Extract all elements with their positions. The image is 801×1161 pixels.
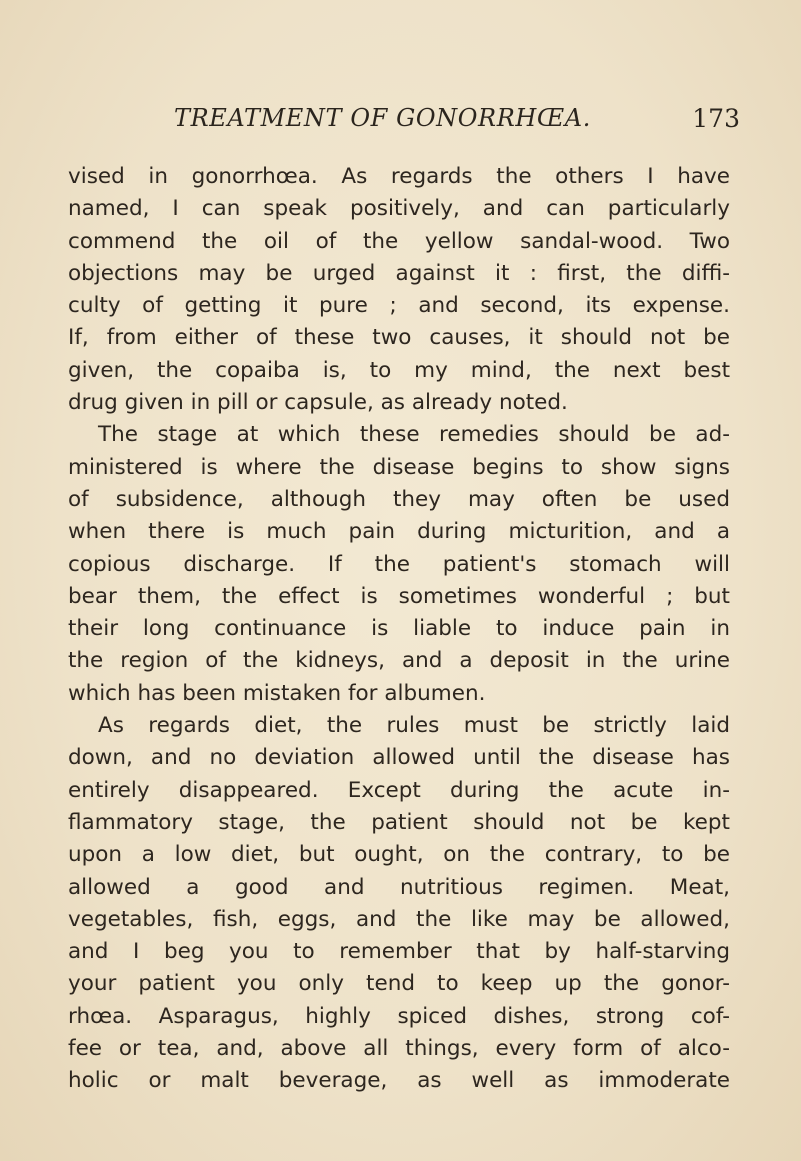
text-line: of subsidence, although they may often be used [68, 486, 730, 512]
text-line: the region of the kidneys, and a deposit in the urine [68, 648, 730, 674]
text-line: objections may be urged against it : first, the diffi- [68, 260, 730, 286]
text-line: If, from either of these two causes, it should not be [68, 325, 730, 351]
text-line: given, the copaiba is, to my mind, the next best [68, 357, 730, 383]
text-line: drug given in pill or capsule, as already noted. [68, 390, 568, 416]
text-line: entirely disappeared. Except during the acute in- [68, 777, 730, 803]
text-line: down, and no deviation allowed until the disease has [68, 745, 730, 771]
text-line: holic or malt beverage, as well as immoderate [68, 1068, 730, 1094]
text-line: which has been mistaken for albumen. [68, 680, 486, 706]
text-line: rhœa. Asparagus, highly spiced dishes, strong cof- [68, 1003, 730, 1029]
running-title: TREATMENT OF GONORRHŒA. [174, 104, 591, 132]
text-line: flammatory stage, the patient should not be kept [68, 809, 730, 835]
text-line: bear them, the effect is sometimes wonderful ; but [68, 583, 730, 609]
text-line: their long continuance is liable to induce pain in [68, 616, 730, 642]
text-line: when there is much pain during micturition, and a [68, 519, 730, 545]
body-text [68, 161, 730, 1098]
text-line: The stage at which these remedies should be ad- [98, 422, 730, 448]
page-number: 173 [692, 104, 740, 133]
text-line: named, I can speak positively, and can particularly [68, 196, 730, 222]
text-line: allowed a good and nutritious regimen. Meat, [68, 874, 730, 900]
text-line: your patient you only tend to keep up the gonor- [68, 971, 730, 997]
text-line: ministered is where the disease begins to show signs [68, 454, 730, 480]
text-line: commend the oil of the yellow sandal-wood. Two [68, 228, 730, 254]
text-line: and I beg you to remember that by half-starving [68, 939, 730, 965]
text-line: culty of getting it pure ; and second, its expense. [68, 293, 730, 319]
text-line: upon a low diet, but ought, on the contrary, to be [68, 842, 730, 868]
page-header [174, 104, 740, 138]
text-line: vised in gonorrhœa. As regards the others I have [68, 164, 730, 189]
text-line: copious discharge. If the patient's stomach will [68, 551, 730, 577]
text-line: As regards diet, the rules must be strictly laid [98, 713, 730, 739]
text-line: fee or tea, and, above all things, every form of alco- [68, 1036, 730, 1062]
text-line: vegetables, fish, eggs, and the like may be allowed, [68, 906, 730, 932]
